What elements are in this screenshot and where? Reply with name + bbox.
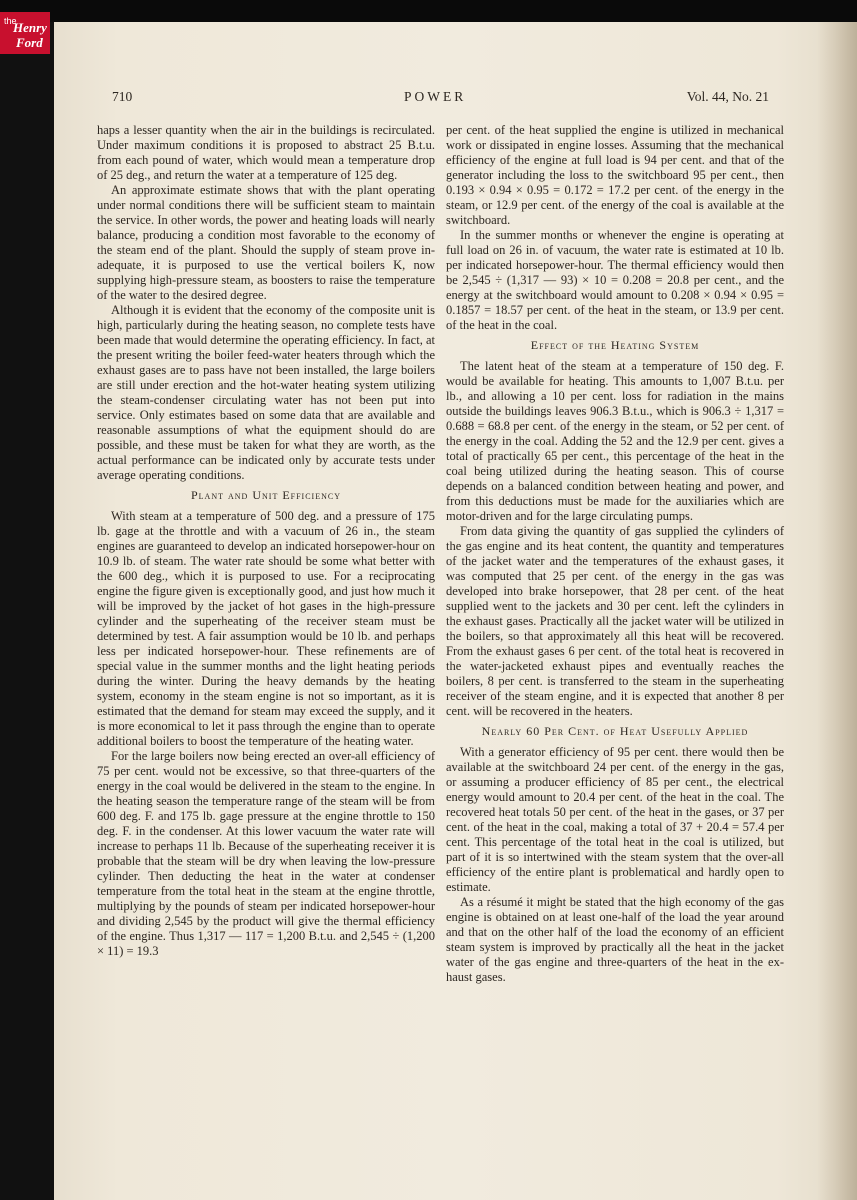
- page-header: [112, 89, 769, 109]
- volume-issue: Vol. 44, No. 21: [686, 89, 769, 104]
- page-number: 710: [112, 89, 133, 104]
- paragraph: As a résumé it might be stated that the high economy of the gas engine is obtained on at least one-half of the load the year around and that on the other half of the load the economy of an efficient steam system is improved by practically all the heat in the jacket water of the gas engine and three-quarters of the heat in the exhaust gases.: [446, 895, 784, 984]
- henry-ford-logo: [0, 12, 50, 54]
- paragraph: Although it is evident that the economy of the composite unit is high, particularly during the heating season, no complete tests have been made that would determine the operating efficiency. In fact, at the present writing the boiler feed-water heaters through which the exhaust gases are to pass have not been installed, the large boilers are still under erection and the hot-water heating system utilizing the steam-condenser circulating water has not been put into service. Only estimates based on some data that are available and reasonable assumptions of what the equipment should do are possible, and these must be taken for what they are worth, as the actual performance can be indicated only by accurate tests under average operating conditions.: [97, 303, 435, 482]
- logo-text-henry: Henry: [13, 20, 47, 35]
- section-heading: Nearly 60 Per Cent. of Heat Usefully Applied: [481, 724, 749, 738]
- left-column: [97, 123, 435, 959]
- right-column: [446, 123, 784, 985]
- logo-text-the: the: [4, 16, 17, 26]
- page-edge-shadow: [817, 22, 857, 1200]
- paragraph: In the summer months or whenever the engine is operating at full load on 26 in. of vacuum, the water rate is estimated at 10 lb. per indicated horsepower-hour. The thermal efficiency would then be 2,545 ÷ (1,317 — 93) × 10 = 0.208 = 20.8 per cent., and the energy at the switchboard would amount to 0.208 × 0.94 × 0.95 = 0.1857 = 18.57 per cent. of the heat in the steam, or 13.9 per cent. of the heat in the coal.: [446, 228, 784, 332]
- journal-title: POWER: [404, 89, 467, 104]
- paragraph: haps a lesser quantity when the air in the buildings is recirculated. Under maximum conditions it is proposed to abstract 25 B.t.u. from each pound of water, which would mean a temperature drop of 25 deg., and return the water at a temperature of 125 deg.: [97, 123, 435, 182]
- paragraph: With steam at a temperature of 500 deg. and a pressure of 175 lb. gage at the throttle and with a vacuum of 26 in., the steam engines are guaranteed to develop an indicated horsepower-hour on 10.9 lb. of steam. The water rate should be some what better with the 600 deg., which it is purposed to use. For a reciprocating engine the figure given is exceptionally good, and just how much it will be improved by the jacket of hot gases in the high-pressure cylinder and the superheating of the receiver steam must be determined by test. A fair assumption would be 10 lb. and perhaps less per indicated horsepower-hour. These refinements are of special value in the summer months and the light heating periods during the winter. During the heavy demands by the heating system, economy in the steam engine is not so important, as it is estimated that the demand for steam may exceed the supply, and it is more economical to let it pass through the engine than to operate additional boilers to boost the temperature of the heating water.: [97, 509, 435, 748]
- paragraph: With a generator efficiency of 95 per cent. there would then be available at the switchboard 24 per cent. of the energy in the gas, or assuming a producer efficiency of 85 per cent., the electrical energy would amount to 20.4 per cent. of the heat in the coal. The recovered heat totals 50 per cent. of the heat in the gases, or 37 per cent. of the heat in the coal, making a total of 37 + 20.4 = 57.4 per cent. This percentage of the total heat in the coal is utilized, but part of it is so intertwined with the steam system that the over-all efficiency of the entire plant is problematical and hardly open to estimate.: [446, 745, 784, 894]
- top-bar: [0, 0, 857, 22]
- logo-text-ford: Ford: [16, 35, 43, 50]
- section-heading: Plant and Unit Efficiency: [191, 488, 341, 502]
- paragraph: per cent. of the heat supplied the engine is utilized in mechanical work or dissipated in engine losses. Assuming that the mechanical efficiency of the engine at full load is 94 per cent. and that of the generator including the loss to the switchboard 95 per cent., then 0.193 × 0.94 × 0.95 = 0.172 = 17.2 per cent. of the energy in the steam, or 12.9 per cent. of the energy of the coal is available at the switchboard.: [446, 123, 784, 227]
- paragraph: An approximate estimate shows that with the plant operating under normal conditions there will be sufficient steam to maintain the service. In other words, the power and heating loads will nearly balance, producing a condition most favorable to the economy of the steam end of the plant. Should the supply of steam prove inadequate, it is purposed to use the vertical boilers K, now supplying high-pressure steam, as boosters to raise the temperature of the water to the desired degree.: [97, 183, 435, 302]
- paragraph: From data giving the quantity of gas supplied the cylinders of the gas engine and its heat content, the quantity and temperatures of the jacket water and the temperatures of the exhaust gases, it was computed that 25 per cent. of the energy in the gas was developed into brake horsepower, that 28 per cent. of the heat supplied went to the jackets and 30 per cent. left the cylinders in the exhaust gases. Practically all the jacket water will be utilized in the boilers, so that approximately all this heat will be recovered. From the exhaust gases 6 per cent. of the total heat is recovered in the water-jacketed exhaust pipes and eventually reaches the boilers, 8 per cent. is transferred to the steam in the superheating receiver of the steam engine, and it is expected that another 8 per cent. will be recovered in the heaters.: [446, 524, 784, 718]
- paragraph: For the large boilers now being erected an over-all efficiency of 75 per cent. would not be excessive, so that three-quarters of the energy in the coal would be delivered in the steam to the engine. In the heating season the temperature range of the steam will be from 600 deg. F. and 175 lb. gage pressure at the engine throttle to 150 deg. F. in the condenser. At this lower vacuum the water rate will increase to perhaps 11 lb. Because of the superheating receiver it is probable that the steam will be dry when leaving the low-pressure cylinder. Then deducting the heat in the water at condenser temperature from the total heat in the steam at the engine throttle, multiplying by the pounds of steam per indicated horsepower-hour and dividing 2,545 by the product will give the thermal efficiency of the engine. Thus 1,317 — 117 = 1,200 B.t.u. and 2,545 ÷ (1,200 × 11) = 19.3: [97, 749, 435, 958]
- paragraph: The latent heat of the steam at a temperature of 150 deg. F. would be available for heating. This amounts to 1,007 B.t.u. per lb., and allowing a 10 per cent. loss for radiation in the mains outside the buildings leaves 906.3 B.t.u., which is 906.3 ÷ 1,317 = 0.688 = 68.8 per cent. of the energy in the steam, or 52 per cent. of the energy in the coal. Adding the 52 and the 12.9 per cent. gives a total of practically 65 per cent., this percentage of the heat in the coal being utilized during the heating season. This of course depends on a balanced condition between heating and power, and from this deductions must be made for the auxiliaries which are motor-driven and for the large circulating pumps.: [446, 359, 784, 523]
- section-heading: Effect of the Heating System: [530, 338, 700, 352]
